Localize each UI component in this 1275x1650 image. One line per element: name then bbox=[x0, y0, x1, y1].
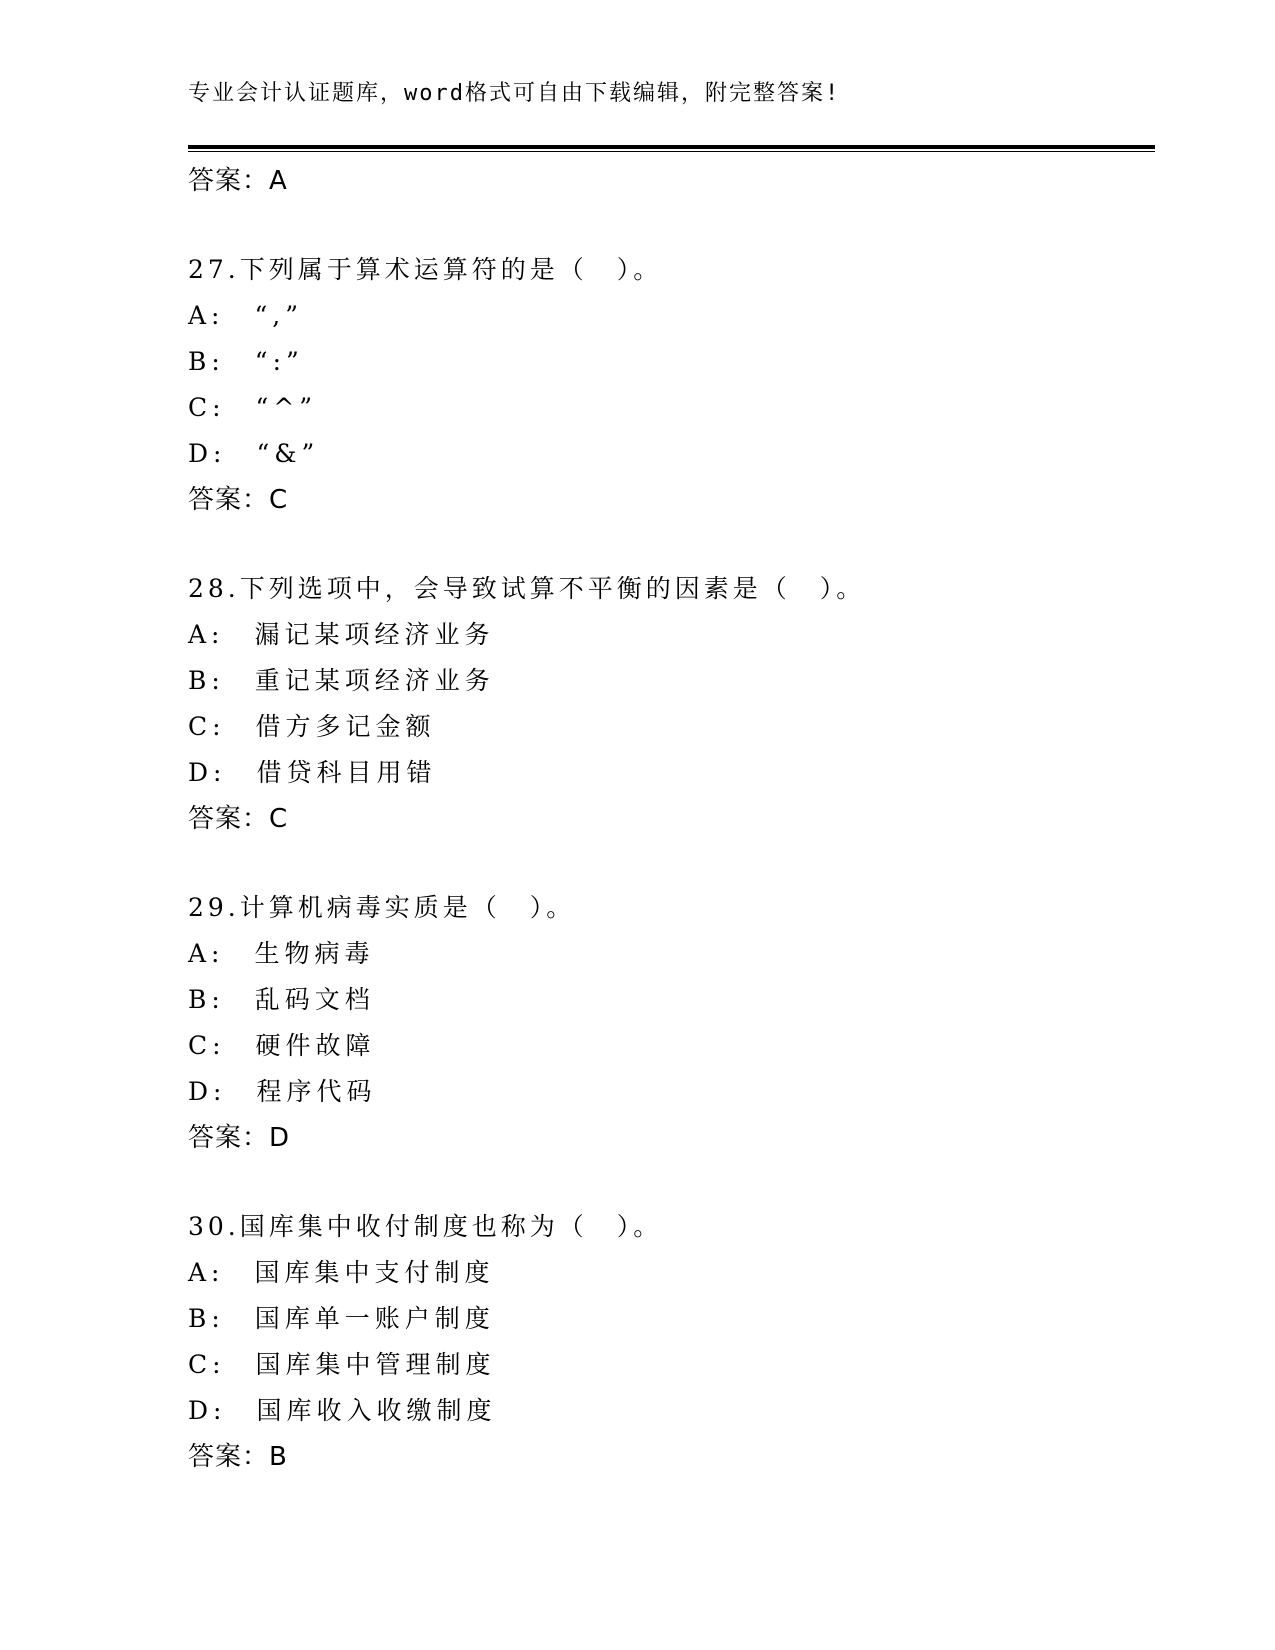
question-title: 28.下列选项中，会导致试算不平衡的因素是（ ）。 bbox=[188, 574, 866, 603]
option-a: A: 国库集中支付制度 bbox=[188, 1258, 495, 1287]
spacer bbox=[188, 1161, 1155, 1204]
question-27 bbox=[188, 247, 1155, 523]
question-29 bbox=[188, 885, 1155, 1161]
option-d: D: 借贷科目用错 bbox=[188, 758, 437, 787]
option-d: D: 国库收入收缴制度 bbox=[188, 1396, 497, 1425]
spacer bbox=[188, 842, 1155, 885]
answer: 答案：C bbox=[188, 804, 289, 834]
header-rule-thick bbox=[188, 145, 1155, 149]
answer: 答案：B bbox=[188, 1442, 288, 1472]
question-title: 30.国库集中收付制度也称为（ ）。 bbox=[188, 1212, 663, 1241]
option-d: D: “&” bbox=[188, 439, 320, 468]
previous-answer: 答案：A bbox=[188, 166, 288, 196]
question-title: 27.下列属于算术运算符的是（ ）。 bbox=[188, 255, 663, 284]
option-d: D: 程序代码 bbox=[188, 1077, 377, 1106]
answer: 答案：C bbox=[188, 485, 289, 515]
question-30 bbox=[188, 1204, 1155, 1480]
question-28 bbox=[188, 566, 1155, 842]
option-b: B: “:” bbox=[188, 347, 304, 376]
question-title: 29.计算机病毒实质是（ ）。 bbox=[188, 893, 576, 922]
answer: 答案：D bbox=[188, 1123, 291, 1153]
option-b: B: 国库单一账户制度 bbox=[188, 1304, 495, 1333]
option-b: B: 重记某项经济业务 bbox=[188, 666, 495, 695]
option-a: A: 生物病毒 bbox=[188, 939, 375, 968]
option-c: C: 借方多记金额 bbox=[188, 712, 436, 741]
option-a: A: “,” bbox=[188, 301, 303, 330]
question-list bbox=[188, 158, 1155, 1480]
option-c: C: “^” bbox=[188, 393, 318, 422]
spacer bbox=[188, 204, 1155, 247]
option-b: B: 乱码文档 bbox=[188, 985, 375, 1014]
page-header: 专业会计认证题库，word格式可自由下载编辑，附完整答案! bbox=[188, 81, 841, 106]
option-c: C: 国库集中管理制度 bbox=[188, 1350, 496, 1379]
spacer bbox=[188, 523, 1155, 566]
option-c: C: 硬件故障 bbox=[188, 1031, 376, 1060]
option-a: A: 漏记某项经济业务 bbox=[188, 620, 495, 649]
header-rule-thin bbox=[188, 151, 1155, 152]
